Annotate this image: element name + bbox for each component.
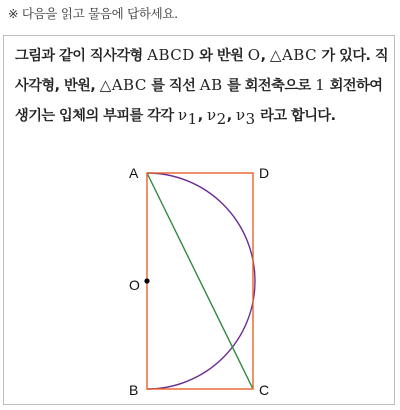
segment-AC [147, 173, 253, 389]
label-A: A [129, 165, 139, 181]
label-B: B [129, 382, 139, 398]
problem-statement: 그림과 같이 직사각형 ABCD 와 반원 O, △ABC 가 있다. 직사각형, 반원, △ABC 를 직선 AB 를 회전축으로 1 회전하여 생기는 입체의 부피를 각각 $\nu_1$, $\nu_2$, $\nu_3$ 라고 합니다. [15, 46, 389, 128]
label-C: C [259, 382, 270, 398]
label-D: D [259, 165, 270, 181]
label-O: O [129, 277, 140, 293]
center-point-O [144, 278, 149, 283]
instruction-text: ※ 다음을 읽고 물음에 답하세요. [8, 6, 178, 21]
